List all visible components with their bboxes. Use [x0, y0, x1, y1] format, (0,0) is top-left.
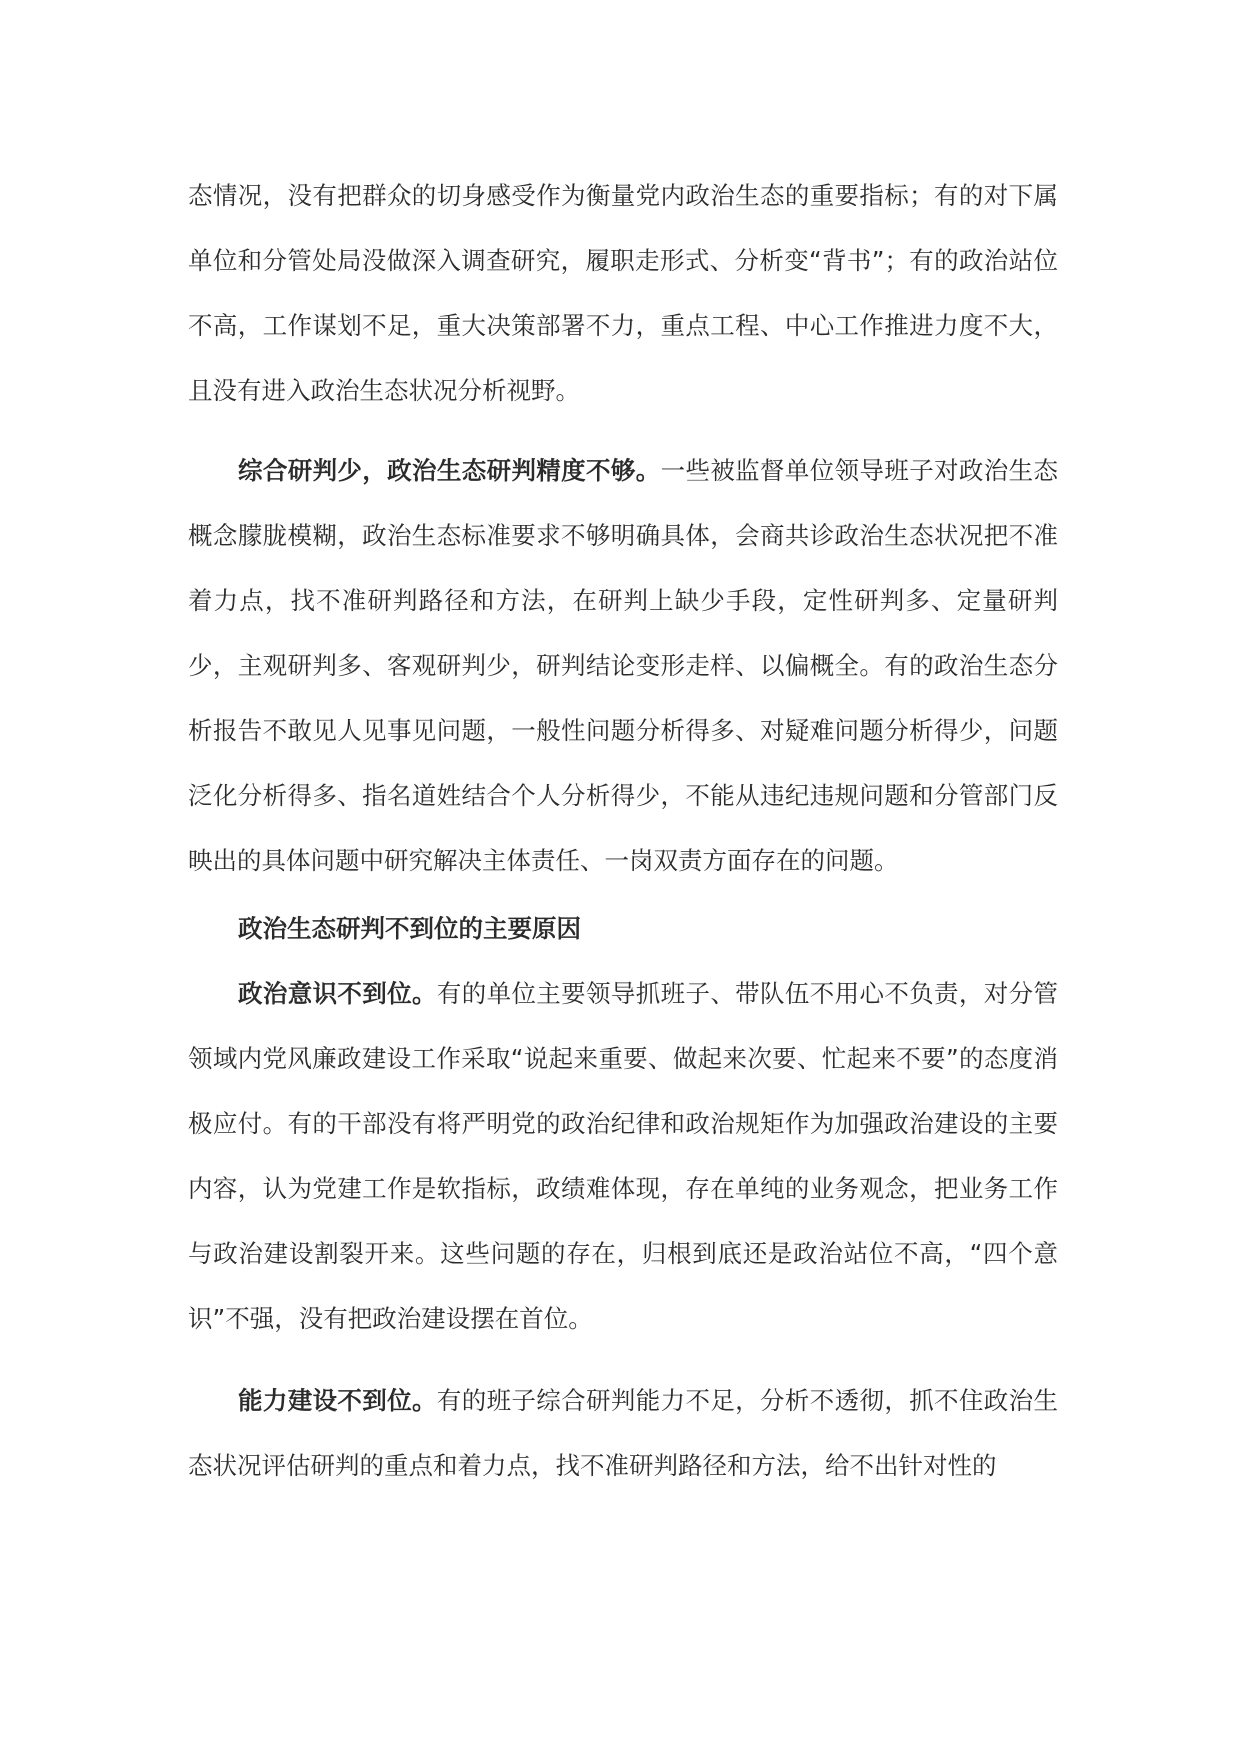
section-heading: 政治生态研判不到位的主要原因: [238, 914, 581, 943]
paragraph-continuation: [188, 163, 1058, 423]
paragraph-text: 一些被监督单位领导班子对政治生态概念朦胧模糊，政治生态标准要求不够明确具体，会商共诊政治生态状况把不准着力点，找不准研判路径和方法，在研判上缺少手段，定性研判多、定量研判少，主观研判多、客观研判少，研判结论变形走样、以偏概全。有的政治生态分析报告不敢见人见事见问题，一般性问题分析得多、对疑难问题分析得少，问题泛化分析得多、指名道姓结合个人分析得少，不能从违纪违规问题和分管部门反映出的具体问题中研究解决主体责任、一岗双责方面存在的问题。: [188, 456, 1058, 875]
paragraph-text: 有的班子综合研判能力不足，分析不透彻，抓不住政治生态状况评估研判的重点和着力点，找不准研判路径和方法，给不出针对性的: [188, 1386, 1058, 1480]
paragraph-text: 有的单位主要领导抓班子、带队伍不用心不负责，对分管领域内党风廉政建设工作采取“说起来重要、做起来次要、忙起来不要”的态度消极应付。有的干部没有将严明党的政治纪律和政治规矩作为加强政治建设的主要内容，认为党建工作是软指标，政绩难体现，存在单纯的业务观念，把业务工作与政治建设割裂开来。这些问题的存在，归根到底还是政治站位不高，“四个意识”不强，没有把政治建设摆在首位。: [188, 979, 1058, 1333]
paragraph-lead: 能力建设不到位。: [238, 1386, 437, 1415]
paragraph-comprehensive-analysis: [188, 438, 1058, 893]
paragraph-text: 态情况，没有把群众的切身感受作为衡量党内政治生态的重要指标；有的对下属单位和分管处局没做深入调查研究，履职走形式、分析变“背书”；有的政治站位不高，工作谋划不足，重大决策部署不力，重点工程、中心工作推进力度不大，且没有进入政治生态状况分析视野。: [188, 181, 1058, 405]
paragraph-capacity-building: [188, 1368, 1058, 1498]
paragraph-lead: 综合研判少，政治生态研判精度不够。: [238, 456, 661, 485]
paragraph-political-awareness: [188, 961, 1058, 1351]
paragraph-lead: 政治意识不到位。: [238, 979, 437, 1008]
